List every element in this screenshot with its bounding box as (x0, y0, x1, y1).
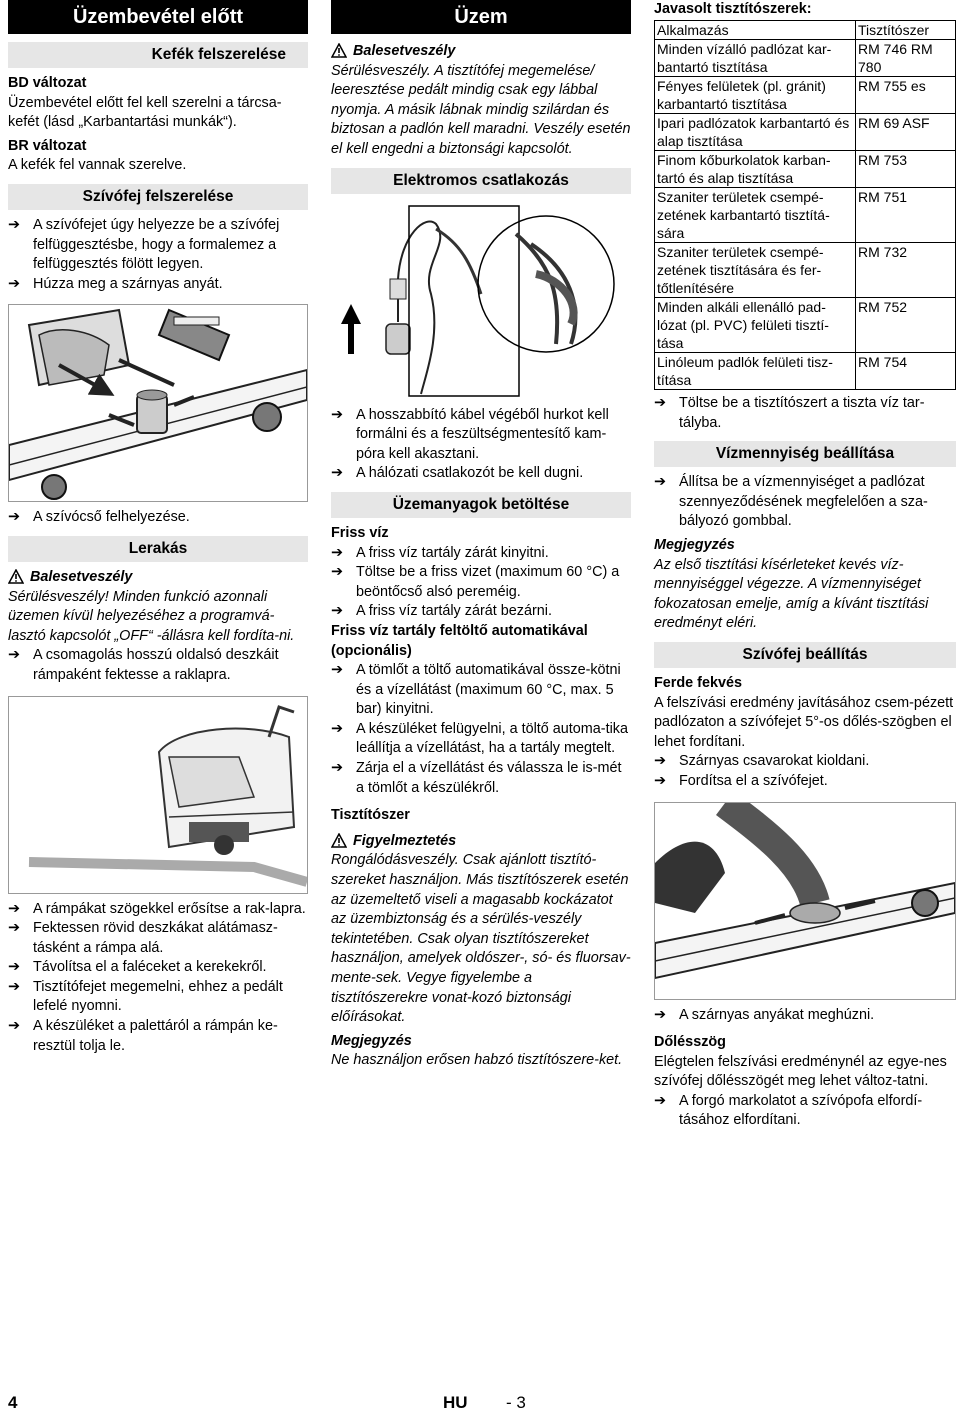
subsection-title-suction-adjust: Szívófej beállítás (654, 642, 956, 668)
table-title: Javasolt tisztítószerek: (654, 1, 812, 17)
arrow-right-icon: ➔ (8, 1018, 21, 1035)
warning-heading: Balesetveszély (8, 568, 308, 588)
subsection-title-brushes: Kefék felszerelése (8, 42, 308, 68)
inclination-label: Dőlésszög (654, 1034, 726, 1051)
section-title-before-start: Üzembevétel előtt (8, 0, 308, 34)
fresh-water-label: Friss víz (331, 524, 389, 541)
page-number: 4 (8, 1393, 18, 1412)
figure-suction-head-mount (8, 304, 308, 502)
list-item: ➔ A tömlőt a töltő automatikával össze-kötni és a vízellátást (maximum 60 °C, max. 5 bar) kinyitni. (331, 662, 621, 718)
list-item: ➔ Töltse be a tisztítószert a tiszta víz tar-tályba. (654, 395, 925, 431)
subsection-title-fluids: Üzemanyagok betöltése (331, 492, 631, 518)
arrow-right-icon: ➔ (331, 760, 344, 777)
warning-triangle-icon (331, 43, 347, 65)
list-item: ➔ Zárja el a vízellátást és válassza le is-mét a tömlőt a készülékről. (331, 760, 622, 796)
arrow-right-icon: ➔ (654, 753, 667, 770)
br-variant-text: A kefék fel vannak szerelve. (8, 157, 187, 174)
arrow-right-icon: ➔ (8, 647, 21, 664)
note-text: Az első tisztítási kísérleteket kevés víz-mennyiséggel végezze. A vízmennyiséget fokozatosan emelje, amíg a kívánt tisztítási eredményt eléri. (654, 556, 929, 632)
tilt-text: A felszívási eredmény javításához csem-pézett padlózaton a szívófejet 5°-os dőlés-szögben el lehet fordítani. (654, 694, 954, 750)
list-item: ➔ A csomagolás hosszú oldalsó deszkáit rámpaként fektesse a raklapra. (8, 647, 279, 683)
bd-variant-label: BD változat (8, 75, 87, 91)
list-item: ➔ Szárnyas csavarokat kioldani. (654, 752, 956, 772)
table-header-cell: Alkalmazás (655, 21, 856, 40)
caution-heading: Figyelmeztetés (331, 832, 631, 852)
table-row: Szaniter területek csempé-zetének tisztítására és fer-tőtlenítésére RM 732 (655, 243, 956, 298)
column-middle (331, 0, 631, 1071)
list-item: ➔ A friss víz tartály zárát bezárni. (331, 602, 631, 622)
list-item: ➔ A készüléket a palettáról a rámpán ke-resztül tolja le. (8, 1018, 278, 1054)
subsection-title-suction-head: Szívófej felszerelése (8, 184, 308, 210)
arrow-right-icon: ➔ (8, 900, 21, 917)
warning-triangle-icon (8, 569, 24, 591)
table-row: Finom kőburkolatok karban-tartó és alap tisztítása RM 753 (655, 151, 956, 188)
note-text: Ne használjon erősen habzó tisztítószere-ket. (331, 1052, 623, 1069)
arrow-right-icon: ➔ (8, 959, 21, 976)
arrow-right-icon: ➔ (8, 275, 21, 292)
list-item: ➔ Húzza meg a szárnyas anyát. (8, 275, 308, 295)
table-row: Linóleum padlók felületi tisz-títása RM 754 (655, 353, 956, 390)
list-item: ➔ A szívócső felhelyezése. (8, 508, 308, 528)
table-row: Ipari padlózatok karbantartó és alap tisztítása RM 69 ASF (655, 114, 956, 151)
cleaner-label: Tisztítószer (331, 807, 410, 824)
note-label: Megjegyzés (331, 1032, 412, 1049)
arrow-right-icon: ➔ (654, 474, 667, 491)
list-item: ➔ Töltse be a friss vizet (maximum 60 °C) a beöntőcső alsó pereméig. (331, 564, 620, 600)
list-item: ➔ A készüléket felügyelni, a töltő automa-tika leállítja a vízellátást, ha a tartály megtelt. (331, 720, 628, 757)
arrow-right-icon: ➔ (331, 544, 344, 561)
table-header-cell: Tisztítószer (856, 21, 956, 40)
table-row: Szaniter területek csempé-zetének karbantartó tisztítá-sára RM 751 (655, 188, 956, 243)
list-item: ➔ Tisztítófejet megemelni, ehhez a pedált lefelé nyomni. (8, 978, 283, 1015)
table-row: Minden vízálló padlózat kar-bantartó tisztítása RM 746 RM 780 (655, 40, 956, 77)
arrow-right-icon: ➔ (331, 720, 344, 737)
section-page: - 3 (506, 1393, 526, 1412)
subsection-title-electrical: Elektromos csatlakozás (331, 168, 631, 194)
language-code: HU (443, 1393, 468, 1412)
subsection-title-unload: Lerakás (8, 536, 308, 562)
arrow-right-icon: ➔ (331, 406, 344, 423)
figure-suction-head-tilt (654, 802, 956, 1000)
arrow-right-icon: ➔ (8, 216, 21, 233)
table-row: Minden alkáli ellenálló pad-lózat (pl. PVC) felületi tisztí-tása RM 752 (655, 298, 956, 353)
warning-text: Sérülésveszély! Minden funkció azonnali üzemen kívül helyezéséhez a programvá-lasztó kapcsolót „OFF“ -állásra kell fordíta-ni. (8, 588, 295, 644)
list-item: ➔ A hálózati csatlakozót be kell dugni. (331, 464, 631, 484)
list-item: ➔ A rámpákat szögekkel erősítse a rak-lapra. (8, 900, 308, 920)
list-item: ➔ Állítsa be a vízmennyiséget a padlózat szennyeződésének megfelelően a sza-bályozó gombbal. (654, 474, 928, 530)
arrow-right-icon: ➔ (654, 1006, 667, 1023)
arrow-right-icon: ➔ (8, 978, 21, 995)
note-label: Megjegyzés (654, 536, 735, 553)
list-item: ➔ A szárnyas anyákat meghúzni. (654, 1006, 956, 1026)
arrow-right-icon: ➔ (331, 603, 344, 620)
arrow-right-icon: ➔ (8, 509, 21, 526)
arrow-right-icon: ➔ (8, 920, 21, 937)
list-item: ➔ Fordítsa el a szívófejet. (654, 772, 956, 792)
arrow-right-icon: ➔ (331, 564, 344, 581)
list-item: ➔ Fektessen rövid deszkákat alátámasz-tásként a rámpa alá. (8, 920, 278, 956)
inclination-text: Elégtelen felszívási eredménynél az egye-nes szívófej dőlésszögét meg lehet változ-tatni. (654, 1053, 947, 1090)
arrow-right-icon: ➔ (654, 1092, 667, 1109)
br-variant-label: BR változat (8, 137, 87, 154)
cleaners-table (654, 20, 956, 390)
table-header-row (655, 21, 956, 40)
figure-machine-on-pallet (8, 696, 308, 894)
list-item: ➔ A hosszabbító kábel végéből hurkot kell formálni és a feszültségmentesítő kam-póra kell akasztani. (331, 406, 609, 462)
warning-text: Sérülésveszély. A tisztítófej megemelése/ leeresztése pedált mindig csak egy lábbal nyomja. A másik lábnak mindig szilárdan és biztosan a padlón kell maradni. Veszély esetén el kell engedni a biztonsági kapcsolót. (331, 62, 631, 157)
arrow-right-icon: ➔ (654, 772, 667, 789)
figure-cable-hook (331, 204, 631, 400)
column-right (654, 0, 956, 1131)
list-item: ➔ A friss víz tartály zárát kinyitni. (331, 544, 631, 564)
tilt-label: Ferde fekvés (654, 674, 742, 691)
warning-triangle-icon (331, 833, 347, 855)
column-left (8, 0, 308, 1056)
arrow-right-icon: ➔ (654, 395, 667, 411)
list-item: ➔ A forgó markolatot a szívópofa elfordí-tásához elfordítani. (654, 1092, 923, 1129)
list-item: ➔ A szívófejet úgy helyezze be a szívófej felfüggesztésbe, hogy a formalemez a felfüggesztés fölött legyen. (8, 216, 280, 273)
bd-variant-text: Üzembevétel előtt fel kell szerelni a tárcsa-kefét (lásd „Karbantartási munkák“). (8, 94, 282, 131)
subsection-title-water-amount: Vízmennyiség beállítása (654, 441, 956, 467)
section-title-operation: Üzem (331, 0, 631, 34)
table-row: Fényes felületek (pl. gránit) karbantartó tisztítása RM 755 es (655, 77, 956, 114)
arrow-right-icon: ➔ (331, 465, 344, 482)
auto-fill-label: Friss víz tartály feltöltő automatikával (opcionális) (331, 622, 588, 659)
caution-text: Rongálódásveszély. Csak ajánlott tisztító-szereket használjon. Más tisztítószerek esetén az üzemeltető viseli a magasabb kockázatot az üzembiztonság és a sérülés-veszély tekintetében. Csak olyan tisztítószereket használjon, amelyek oldószer-, só- és fluorsav-mente-sek. Vegye figyelembe a tisztítószerekre vonat-kozó biztonsági előírásokat. (331, 852, 631, 1026)
list-item: ➔ Távolítsa el a faléceket a kerekekről. (8, 958, 308, 978)
arrow-right-icon: ➔ (331, 662, 344, 679)
warning-heading: Balesetveszély (331, 42, 631, 62)
